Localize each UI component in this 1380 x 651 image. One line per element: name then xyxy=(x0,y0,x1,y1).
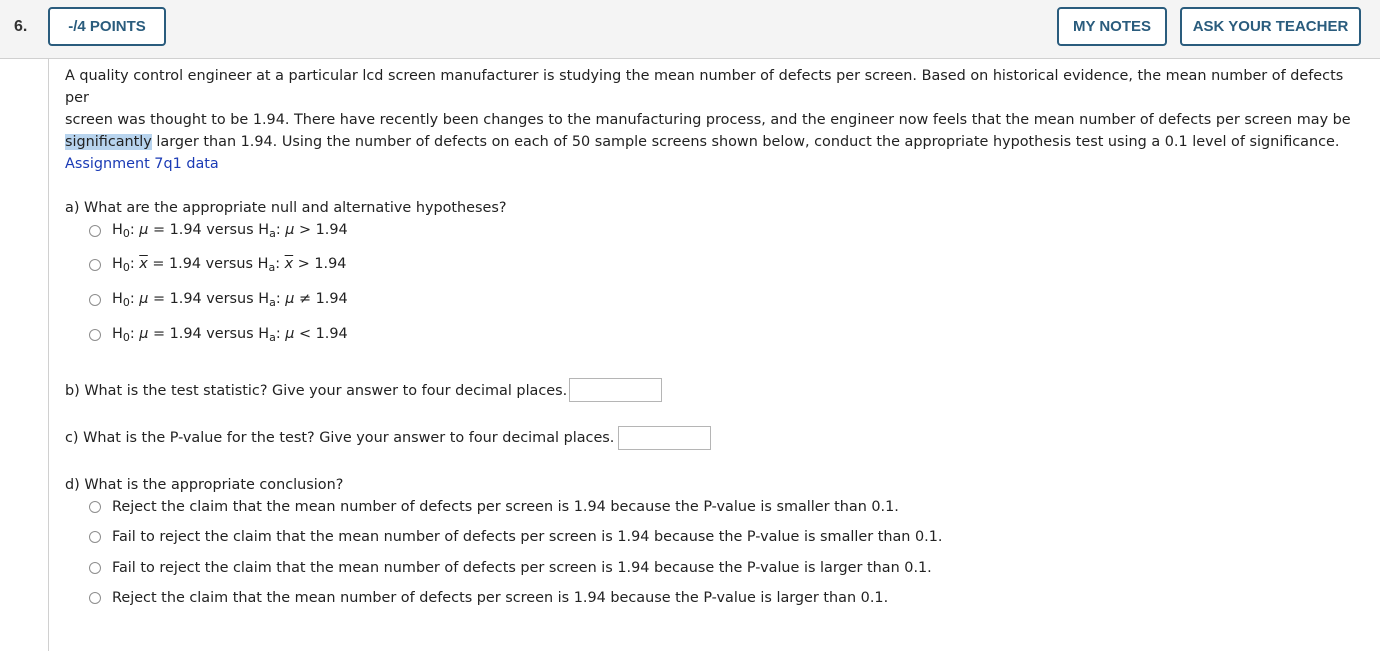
prompt-line-2: screen was thought to be 1.94. There have recently been changes to the manufacturing process, and the engineer now feels that the mean number of defects per screen may be xyxy=(65,112,1351,128)
my-notes-button[interactable]: MY NOTES xyxy=(1057,7,1167,46)
question-header xyxy=(0,0,1380,59)
conclusion-text: Reject the claim that the mean number of defects per screen is 1.94 because the P-value is smaller than 0.1. xyxy=(112,499,899,515)
conclusion-text: Fail to reject the claim that the mean number of defects per screen is 1.94 because the P-value is larger than 0.1. xyxy=(112,560,932,576)
p-value-input[interactable] xyxy=(618,426,711,450)
hypothesis-text: $H_0$: $\overline{x} = 1.94$ versus $H_a$: $\overline{x} > 1.94$ xyxy=(112,256,347,274)
radio-button[interactable] xyxy=(89,225,101,237)
part-a-option-4[interactable] xyxy=(89,323,348,346)
hypothesis-text: $H_0$: μ = 1.94 versus $H_a$: μ < 1.94 xyxy=(112,326,348,344)
radio-button[interactable] xyxy=(89,562,101,574)
prompt-line-3 xyxy=(65,131,1365,153)
radio-button[interactable] xyxy=(89,294,101,306)
test-statistic-input[interactable] xyxy=(569,378,662,402)
radio-button[interactable] xyxy=(89,329,101,341)
conclusion-text: Fail to reject the claim that the mean number of defects per screen is 1.94 because the P-value is smaller than 0.1. xyxy=(112,529,943,545)
data-link[interactable]: Assignment 7q1 data xyxy=(65,156,219,172)
hypothesis-text: $H_0$: μ = 1.94 versus $H_a$: μ ≠ 1.94 xyxy=(112,291,348,309)
part-d-option-4[interactable] xyxy=(89,587,888,609)
part-c-question: c) What is the P-value for the test? Give your answer to four decimal places. xyxy=(65,430,615,446)
question-number: 6. xyxy=(14,18,28,35)
points-button[interactable]: -/4 POINTS xyxy=(48,7,166,46)
prompt-line-1: A quality control engineer at a particular lcd screen manufacturer is studying the mean number of defects per screen. Based on historical evidence, the mean number of defects per xyxy=(65,68,1344,106)
part-a-option-1[interactable] xyxy=(89,219,348,242)
part-a-question: a) What are the appropriate null and alternative hypotheses? xyxy=(65,200,507,216)
part-d-question: d) What is the appropriate conclusion? xyxy=(65,477,344,493)
part-a-option-2[interactable] xyxy=(89,253,346,276)
conclusion-text: Reject the claim that the mean number of defects per screen is 1.94 because the P-value is larger than 0.1. xyxy=(112,590,889,606)
ask-teacher-button[interactable]: ASK YOUR TEACHER xyxy=(1180,7,1361,46)
hypothesis-text: $H_0$: μ = 1.94 versus $H_a$: μ > 1.94 xyxy=(112,222,348,240)
question-body xyxy=(48,59,1380,651)
radio-button[interactable] xyxy=(89,592,101,604)
part-a-option-3[interactable] xyxy=(89,288,348,311)
radio-button[interactable] xyxy=(89,531,101,543)
question-prompt xyxy=(65,65,1365,153)
radio-button[interactable] xyxy=(89,259,101,271)
part-b-question: b) What is the test statistic? Give your answer to four decimal places. xyxy=(65,383,568,399)
radio-button[interactable] xyxy=(89,501,101,513)
part-d-option-1[interactable] xyxy=(89,496,899,518)
highlighted-text: significantly xyxy=(65,134,152,150)
part-d-option-2[interactable] xyxy=(89,526,942,548)
part-d-option-3[interactable] xyxy=(89,557,932,579)
prompt-line-3-rest: larger than 1.94. Using the number of defects on each of 50 sample screens shown below, conduct the appropriate hypothesis test using a 0.1 level of significance. xyxy=(151,134,1340,150)
